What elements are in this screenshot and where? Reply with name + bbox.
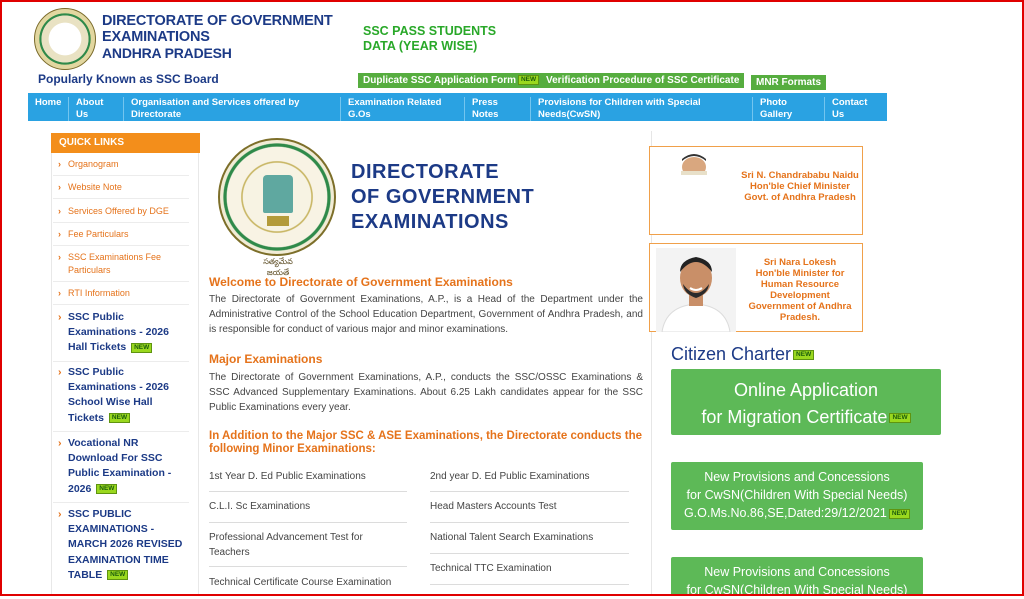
divider — [53, 198, 189, 199]
emblem-base-icon — [267, 216, 289, 226]
migration-certificate-button[interactable]: Online Application for Migration Certificate NEW — [671, 369, 941, 435]
sidebar-link-rti[interactable]: › RTI Information — [59, 287, 187, 300]
new-badge: NEW — [131, 343, 152, 353]
divider — [53, 281, 189, 282]
cwsn-provisions-button-2[interactable]: New Provisions and Concessions for CwSN(Children With Special Needs) — [671, 557, 923, 596]
exam-item: Head Masters Accounts Test — [430, 501, 557, 512]
divider — [53, 361, 189, 362]
sidebar-link-website-note[interactable]: › Website Note — [59, 181, 187, 194]
welcome-text: The Directorate of Government Examinations, A.P., is a Head of the Department under the Administrative Control of the School Education Department, Government of Andhra Pradesh, and is responsible for conduct of various major and minor examinations. — [209, 294, 643, 335]
nav-about-us[interactable]: About Us — [68, 97, 103, 121]
nav-home[interactable]: Home — [35, 97, 62, 108]
exam-item: 1st Year D. Ed Public Examinations — [209, 471, 366, 482]
new-badge: NEW — [793, 350, 814, 360]
divider — [430, 491, 629, 492]
nav-photo-gallery[interactable]: Photo Gallery — [752, 97, 792, 121]
sidebar-link-services[interactable]: › Services Offered by DGE — [59, 205, 187, 218]
divider — [53, 502, 189, 503]
sidebar-link-fee-particulars[interactable]: › Fee Particulars — [59, 228, 187, 241]
new-badge: NEW — [889, 413, 910, 423]
divider — [53, 175, 189, 176]
nav-examination-gos[interactable]: Examination Related G.Os — [340, 97, 441, 121]
divider — [430, 584, 629, 585]
divider — [209, 522, 407, 523]
notice-hall-tickets[interactable]: › SSC Public Examinations - 2026 Hall Tickets NEW — [59, 310, 187, 356]
verification-procedure-button[interactable]: Verification Procedure of SSC Certificate — [541, 73, 744, 88]
nav-organisation-services[interactable]: Organisation and Services offered by Directorate — [123, 97, 299, 121]
emblem-motto: సత్యమేవ జయతే — [263, 257, 293, 277]
new-badge: NEW — [518, 75, 539, 85]
nav-press-notes[interactable]: Press Notes — [464, 97, 498, 121]
cm-card — [649, 146, 863, 235]
nav-contact-us[interactable]: Contact Us — [824, 97, 867, 121]
mnr-formats-button[interactable]: MNR Formats — [751, 75, 826, 90]
minor-exams-heading: In Addition to the Major SSC & ASE Examinations, the Directorate conducts the following Minor Examinations: — [209, 430, 643, 455]
exam-item: 2nd year D. Ed Public Examinations — [430, 471, 590, 482]
new-badge: NEW — [889, 509, 910, 519]
exam-item: Technical Certificate Course Examination — [209, 577, 392, 588]
minister-card — [649, 243, 863, 332]
cm-name: Sri N. Chandrababu Naidu Hon'ble Chief Minister Govt. of Andhra Pradesh — [741, 170, 859, 203]
divider — [53, 431, 189, 432]
minister-photo — [656, 248, 736, 332]
notice-revised-time-table[interactable]: › SSC PUBLIC EXAMINATIONS - MARCH 2026 REVISED EXAMINATION TIME TABLE NEW — [59, 507, 187, 583]
divider — [209, 566, 407, 567]
exam-item: Professional Advancement Test for Teachers — [209, 532, 363, 558]
tagline: Popularly Known as SSC Board — [38, 72, 219, 86]
org-name[interactable]: DIRECTORATE OF GOVERNMENT EXAMINATIONS ANDHRA PRADESH — [102, 13, 333, 61]
new-badge: NEW — [96, 484, 117, 494]
divider — [209, 491, 407, 492]
cm-photo — [677, 153, 711, 175]
page-title: DIRECTORATE OF GOVERNMENT EXAMINATIONS — [351, 161, 535, 233]
exam-item: C.L.I. Sc Examinations — [209, 501, 311, 512]
notice-school-wise-hall-tickets[interactable]: › SSC Public Examinations - 2026 School Wise Hall Tickets NEW — [59, 365, 187, 426]
quick-links-title: QUICK LINKS — [51, 133, 200, 153]
sidebar-link-ssc-fee[interactable]: › SSC Examinations Fee Particulars — [59, 251, 187, 277]
emblem-pillar-icon — [263, 175, 293, 213]
divider — [53, 222, 189, 223]
new-badge: NEW — [107, 570, 128, 580]
main-nav — [28, 93, 887, 121]
ap-emblem-logo[interactable] — [34, 8, 96, 70]
welcome-heading: Welcome to Directorate of Government Examinations — [209, 275, 513, 289]
major-exams-text: The Directorate of Government Examinations, A.P., conducts the SSC/OSSC Examinations & SSC Advanced Supplementary Examinations. About 6.25 Lakh candidates appear for the SSC Public Examinations every year. — [209, 372, 643, 413]
ssc-pass-students-link[interactable]: SSC PASS STUDENTS DATA (YEAR WISE) — [363, 24, 497, 53]
divider — [53, 245, 189, 246]
exam-item: National Talent Search Examinations — [430, 532, 594, 543]
new-badge: NEW — [109, 413, 130, 423]
sidebar-link-organogram[interactable]: › Organogram — [59, 158, 187, 171]
divider — [430, 522, 629, 523]
minister-name: Sri Nara Lokesh Hon'ble Minister for Human Resource Development Government of Andhra Pradesh. — [748, 257, 852, 323]
divider — [53, 304, 189, 305]
nav-cwsn-provisions[interactable]: Provisions for Children with Special Needs(CwSN) — [530, 97, 701, 121]
citizen-charter-link[interactable]: Citizen Charter NEW — [671, 344, 814, 365]
notice-vocational-nr[interactable]: › Vocational NR Download For SSC Public Examination - 2026 NEW — [59, 436, 187, 497]
divider — [430, 553, 629, 554]
cwsn-provisions-button[interactable]: New Provisions and Concessions for CwSN(Children With Special Needs) G.O.Ms.No.86,SE,Dated:29/12/2021 NEW — [671, 462, 923, 530]
duplicate-ssc-form-button[interactable]: Duplicate SSC Application Form NEW — [358, 73, 544, 88]
major-exams-heading: Major Examinations — [209, 352, 323, 366]
exam-item: Technical TTC Examination — [430, 563, 552, 574]
